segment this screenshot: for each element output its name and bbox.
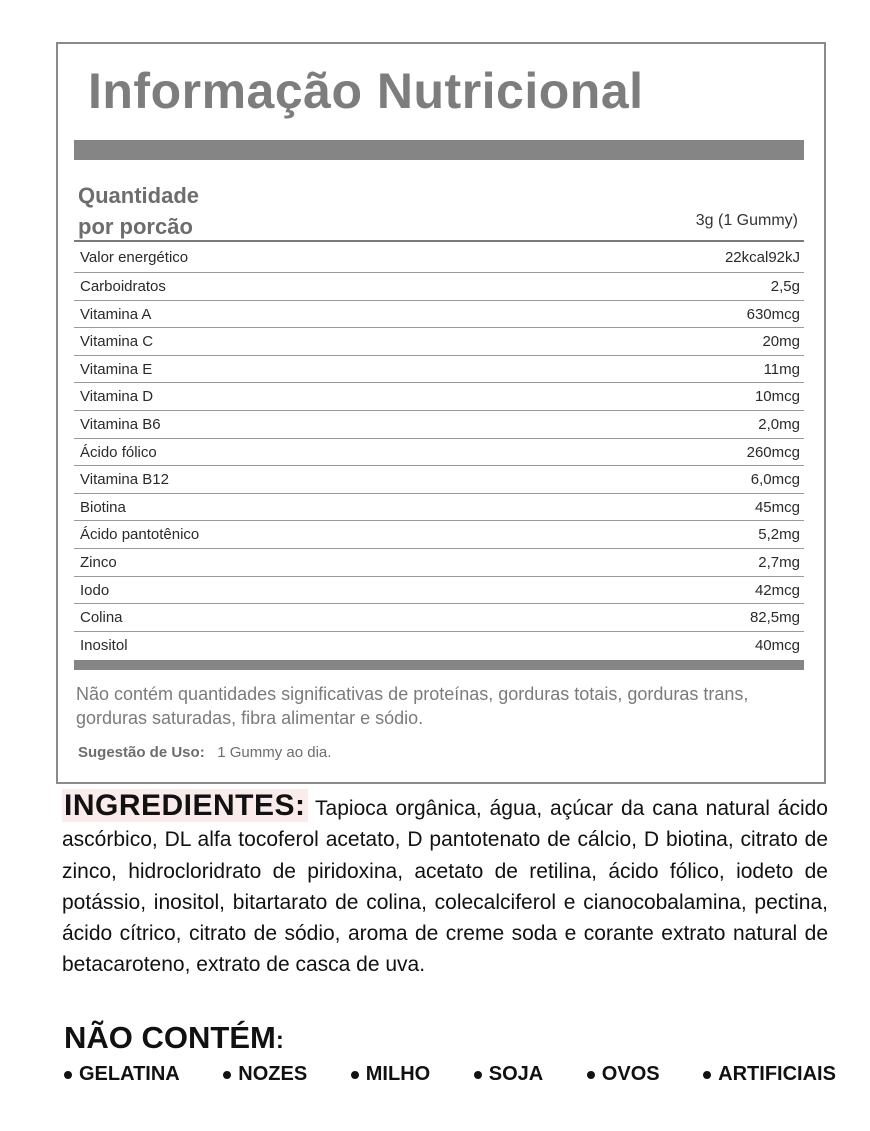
- nutrient-row: [74, 494, 804, 522]
- nutrient-name: Ácido fólico: [80, 443, 157, 461]
- ingredients-heading: INGREDIENTES:: [64, 789, 306, 822]
- nutrient-name: Ácido pantotênico: [80, 526, 200, 544]
- nutrient-name: Vitamina B6: [80, 415, 161, 433]
- nutrient-row: [74, 383, 804, 411]
- bullet-icon: [64, 1071, 72, 1079]
- bullet-icon: [351, 1071, 359, 1079]
- bullet-icon: [474, 1071, 482, 1079]
- nutrient-row: [74, 521, 804, 549]
- nutrient-value: 11mg: [763, 360, 800, 378]
- nutrient-value: 2,5g: [770, 278, 800, 295]
- not-contains-item: [64, 1063, 180, 1086]
- nutrient-row: [74, 328, 804, 356]
- not-contains-list: [64, 1063, 836, 1086]
- not-contains-item-label: ARTIFICIAIS: [718, 1063, 836, 1085]
- nutrient-name: Inositol: [80, 636, 128, 654]
- ingredients-text: Tapioca orgânica, água, açúcar da cana natural ácido ascórbico, DL alfa tocoferol acetato, D pantotenato de cálcio, D biotina, citrato de zinco, hidrocloridrato de piridoxina, acetato de retilina, ácido fólico, iodeto de potássio, inositol, bitartarato de colina, colecalciferol e cianocobalamina, pectina, ácido cítrico, citrato de sódio, aroma de creme soda e corante extrato natural de betacaroteno, extrato de casca de uva.: [62, 797, 828, 977]
- nutrient-name: Biotina: [80, 498, 126, 516]
- nutrient-row: [74, 466, 804, 494]
- usage-label: Sugestão de Uso:: [78, 744, 205, 761]
- nutrient-row: [74, 439, 804, 467]
- not-contains-item-label: OVOS: [601, 1063, 660, 1085]
- not-contains-item-label: SOJA: [488, 1063, 544, 1085]
- nutrient-name: Zinco: [80, 553, 117, 571]
- not-contains-heading: NÃO CONTÉM:: [64, 1020, 284, 1055]
- nutrient-row: [74, 301, 804, 329]
- nutrient-value: 82,5mg: [749, 609, 800, 627]
- bullet-icon: [587, 1071, 595, 1079]
- not-contains-item-label: MILHO: [365, 1063, 431, 1085]
- not-contains-item-label: GELATINA: [79, 1063, 180, 1085]
- disclaimer-note: Não contém quantidades significativas de proteínas, gorduras totais, gorduras trans, gorduras saturadas, fibra alimentar e sódio.: [76, 684, 749, 728]
- not-contains-item: [223, 1063, 307, 1086]
- nutrient-row: [74, 604, 804, 632]
- nutrient-name: Colina: [80, 609, 123, 627]
- quantity-label: [78, 180, 199, 242]
- not-contains-item: [351, 1063, 430, 1086]
- nutrient-row: [74, 356, 804, 384]
- nutrient-value: 260mcg: [746, 443, 800, 461]
- nutrient-name: Iodo: [80, 581, 110, 599]
- nutrient-row: [74, 411, 804, 439]
- nutrition-facts-panel: [56, 42, 826, 784]
- nutrient-name: Vitamina A: [80, 305, 152, 323]
- nutrient-name: Carboidratos: [80, 278, 166, 295]
- nutrient-table: [74, 244, 804, 658]
- nutrient-value: 2,7mg: [758, 553, 800, 571]
- nutrient-value: 42mcg: [754, 581, 800, 599]
- nutrient-value: 5,2mg: [758, 526, 800, 544]
- not-contains-item: [587, 1063, 660, 1086]
- nutrient-value: 22kcal92kJ: [724, 249, 800, 266]
- nutrient-row: [74, 632, 804, 659]
- footer-divider-bar: [74, 660, 804, 670]
- nutrient-name: Vitamina C: [80, 333, 154, 351]
- nutrient-name: Valor energético: [80, 249, 189, 266]
- serving-divider: [74, 240, 804, 242]
- nutrition-title: Informação Nutricional: [88, 63, 644, 119]
- not-contains-heading-text: NÃO CONTÉM: [64, 1020, 276, 1055]
- nutrient-name: Vitamina B12: [80, 471, 169, 489]
- nutrient-row: [74, 549, 804, 577]
- header-divider-bar: [74, 140, 804, 160]
- bullet-icon: [703, 1071, 711, 1079]
- nutrient-value: 45mcg: [754, 498, 800, 516]
- usage-suggestion: [78, 744, 331, 761]
- not-contains-item: [474, 1063, 543, 1086]
- quantity-label-line-1: Quantidade: [78, 183, 200, 208]
- nutrient-value: 6,0mcg: [750, 471, 800, 489]
- nutrient-row: [74, 273, 804, 301]
- nutrient-value: 630mcg: [746, 305, 800, 323]
- nutrient-name: Vitamina D: [80, 388, 154, 406]
- nutrient-value: 40mcg: [754, 636, 800, 654]
- not-contains-item: [703, 1063, 836, 1086]
- usage-text: 1 Gummy ao dia.: [217, 744, 332, 761]
- quantity-label-line-2: por porcão: [78, 214, 193, 239]
- not-contains-item-label: NOZES: [238, 1063, 308, 1085]
- serving-size: 3g (1 Gummy): [695, 212, 798, 229]
- ingredients-section: [62, 790, 828, 981]
- nutrient-row: [74, 244, 804, 273]
- bullet-icon: [223, 1071, 231, 1079]
- nutrient-name: Vitamina E: [80, 360, 153, 378]
- nutrient-value: 20mg: [762, 333, 800, 351]
- nutrient-row: [74, 577, 804, 605]
- nutrient-value: 10mcg: [754, 388, 800, 406]
- nutrient-value: 2,0mg: [758, 415, 800, 433]
